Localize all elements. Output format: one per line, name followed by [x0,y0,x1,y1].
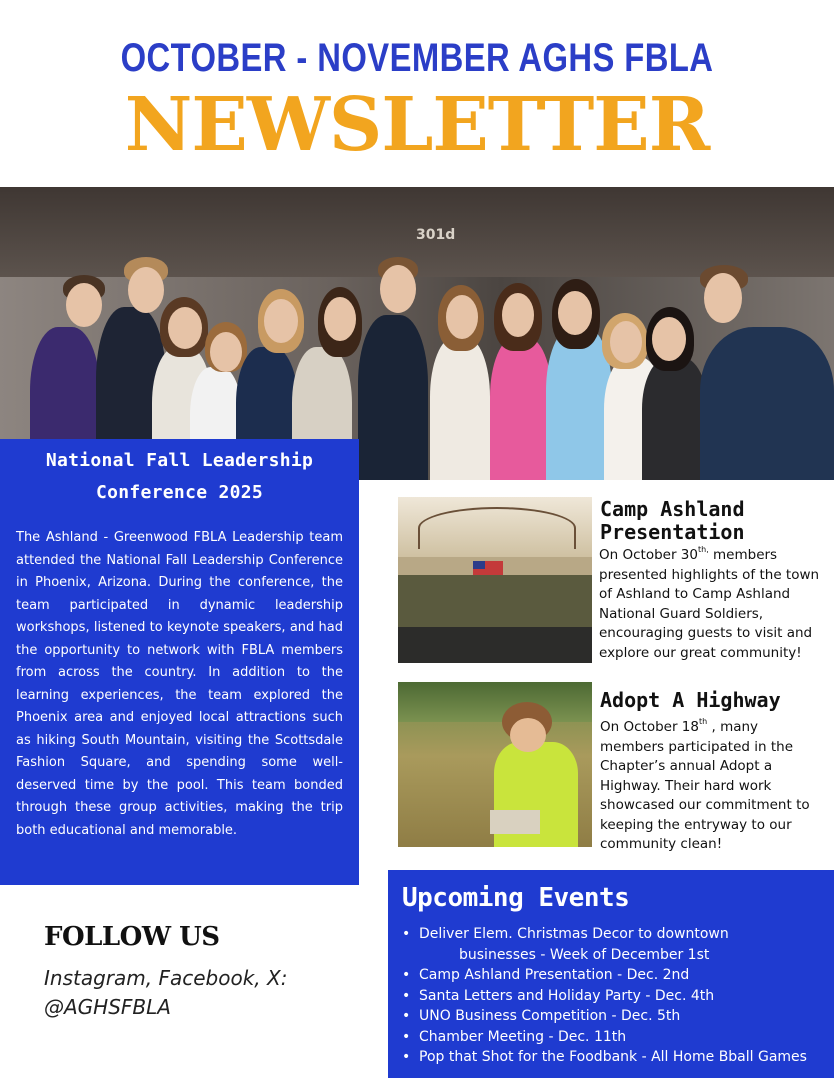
upcoming-events-panel [388,870,834,1078]
nflc-title-line2: Conference 2025 [95,482,264,503]
event-item: • Camp Ashland Presentation - Dec. 2nd [402,965,834,986]
camp-ashland-title-line2: Presentation [600,520,745,544]
events-list [402,924,834,1068]
adopt-a-highway-body: On October 18th , many members participated in the Chapter’s annual Adopt a Highway. Their hard work showcased our commitment to keeping the entryway to our community clean! [600,717,810,852]
upcoming-events-title: Upcoming Events [402,883,630,913]
follow-us-handles [44,964,287,1022]
adopt-a-highway-title: Adopt A Highway [600,688,781,712]
event-item: • Chamber Meeting - Dec. 11th [402,1027,834,1048]
follow-us-title: FOLLOW US [44,922,220,952]
group-photo [0,187,834,480]
event-item: • UNO Business Competition - Dec. 5th [402,1006,834,1027]
follow-us-platforms: Instagram, Facebook, X: [44,966,288,990]
newsletter-subtitle: OCTOBER - NOVEMBER AGHS FBLA [120,36,714,80]
nflc-title-line1: National Fall Leadership [45,450,314,471]
nflc-body: The Ashland - Greenwood FBLA Leadership team attended the National Fall Leadership Conference in Phoenix, Arizona. During the conference, the team participated in dynamic leadership workshops, listened to keynote speakers, and had the opportunity to network with FBLA members from across the country. In addition to the learning experiences, the team explored the Phoenix area and enjoyed local attractions such as hiking South Mountain, visiting the Scottsdale Fashion Square, and spending some well-deserved time by the pool. This team bonded through these group activities, making the trip both educational and memorable. [16,530,343,838]
event-item: • Santa Letters and Holiday Party - Dec. 4th [402,986,834,1007]
nflc-panel [0,439,359,885]
camp-ashland-title [600,498,745,544]
nflc-title [16,445,343,509]
event-item: • Pop that Shot for the Foodbank - All Home Bball Games [402,1047,834,1068]
follow-us-handle: @AGHSFBLA [44,995,171,1019]
newsletter-title: NEWSLETTER [124,82,710,168]
room-sign: 301d [416,227,456,243]
camp-ashland-body: On October $30^{th,}$ members presented highlights of the town of Ashland to Camp Ashland National Guard Soldiers, encouraging guests to visit and explore our great community! [599,545,820,661]
adopt-a-highway-photo [398,682,592,847]
camp-ashland-title-line1: Camp Ashland [600,497,745,521]
camp-ashland-photo [398,497,592,663]
event-item: • Deliver Elem. Christmas Decor to downtown businesses - Week of December 1st [402,924,834,965]
